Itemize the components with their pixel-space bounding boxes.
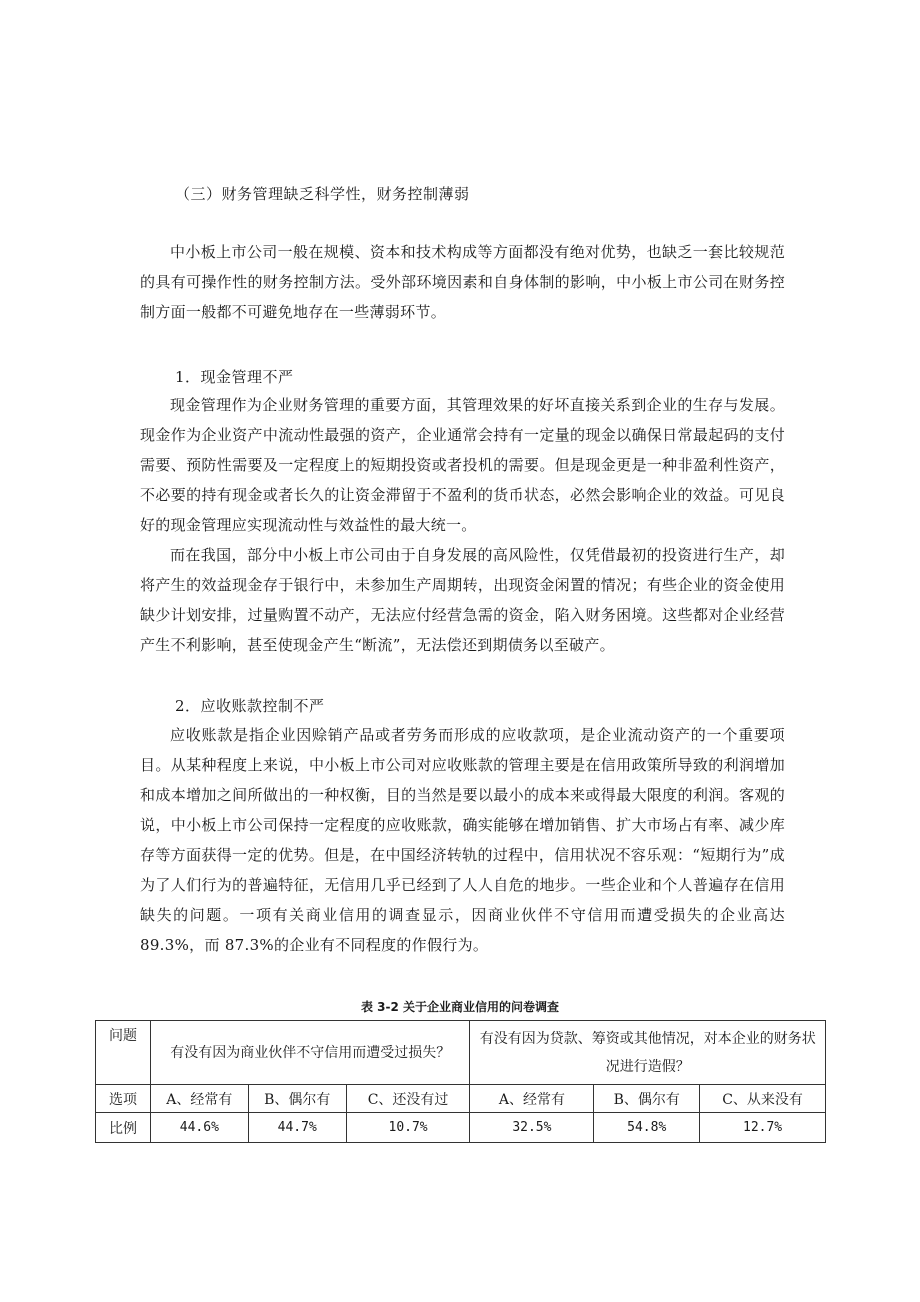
q1-option-c: C、还没有过: [346, 1085, 470, 1113]
q2-ratio-c: 12.7%: [700, 1113, 826, 1143]
cash-management-paragraph: 现金管理作为企业财务管理的重要方面，其管理效果的好坏直接关系到企业的生存与发展。现金作为企业资产中流动性最强的资产，企业通常会持有一定量的现金以确保日常最起码的支付需要、预防性需要及一定程度上的短期投资或者投机的需要。但是现金更是一种非盈利性资产，不必要的持有现金或者长久的让资金滞留于不盈利的货币状态，必然会影响企业的效益。可见良好的现金管理应实现流动性与效益性的最大统一。: [140, 396, 785, 534]
q2-option-b: B、偶尔有: [594, 1085, 700, 1113]
row-label-ratio: 比例: [96, 1113, 151, 1143]
q1-ratio-b: 44.7%: [248, 1113, 346, 1143]
section-heading: （三）财务管理缺乏科学性，财务控制薄弱: [175, 185, 470, 203]
cash-management-paragraph-2: 而在我国，部分中小板上市公司由于自身发展的高风险性，仅凭借最初的投资进行生产，却将产生的效益现金存于银行中，未参加生产周期转，出现资金闲置的情况；有些企业的资金使用缺少计划安排，过量购置不动产，无法应付经营急需的资金，陷入财务困境。这些都对企业经营产生不利影响，甚至使现金产生“断流”，无法偿还到期债务以至破产。: [140, 546, 785, 654]
intro-paragraph: 中小板上市公司一般在规模、资本和技术构成等方面都没有绝对优势，也缺乏一套比较规范的具有可操作性的财务控制方法。受外部环境因素和自身体制的影响，中小板上市公司在财务控制方面一般都不可避免地存在一些薄弱环节。: [140, 243, 785, 321]
question-1-cell: 有没有因为商业伙伴不守信用而遭受过损失？: [150, 1021, 470, 1085]
q1-ratio-c: 10.7%: [346, 1113, 470, 1143]
table-row-options: [96, 1085, 826, 1113]
question-2-cell: 有没有因为贷款、筹资或其他情况，对本企业的财务状况进行造假？: [470, 1021, 826, 1085]
row-label-options: 选项: [96, 1085, 151, 1113]
table-caption: 表 3-2 关于企业商业信用的问卷调查: [360, 1000, 560, 1014]
survey-table: [95, 1020, 826, 1143]
q2-option-c: C、从来没有: [700, 1085, 826, 1113]
table-row-question: [96, 1021, 826, 1085]
q1-ratio-a: 44.6%: [150, 1113, 248, 1143]
q1-option-a: A、经常有: [150, 1085, 248, 1113]
table-row-ratios: [96, 1113, 826, 1143]
subsection-1-heading: 1．现金管理不严: [175, 368, 294, 386]
q1-option-b: B、偶尔有: [248, 1085, 346, 1113]
row-label-question: 问题: [96, 1021, 151, 1085]
receivables-paragraph: 应收账款是指企业因赊销产品或者劳务而形成的应收款项，是企业流动资产的一个重要项目。从某种程度上来说，中小板上市公司对应收账款的管理主要是在信用政策所导致的利润增加和成本增加之间所做出的一种权衡，目的当然是要以最小的成本来或得最大限度的利润。客观的说，中小板上市公司保持一定程度的应收账款，确实能够在增加销售、扩大市场占有率、减少库存等方面获得一定的优势。但是，在中国经济转轨的过程中，信用状况不容乐观：“短期行为”成为了人们行为的普遍特征，无信用几乎已经到了人人自危的地步。一些企业和个人普遍存在信用缺失的问题。一项有关商业信用的调查显示，因商业伙伴不守信用而遭受损失的企业高达 89.3%，而 87.3%的企业有不同程度的作假行为。: [140, 726, 785, 954]
q2-option-a: A、经常有: [470, 1085, 594, 1113]
subsection-2-heading: 2．应收账款控制不严: [175, 697, 325, 715]
q2-ratio-a: 32.5%: [470, 1113, 594, 1143]
q2-ratio-b: 54.8%: [594, 1113, 700, 1143]
